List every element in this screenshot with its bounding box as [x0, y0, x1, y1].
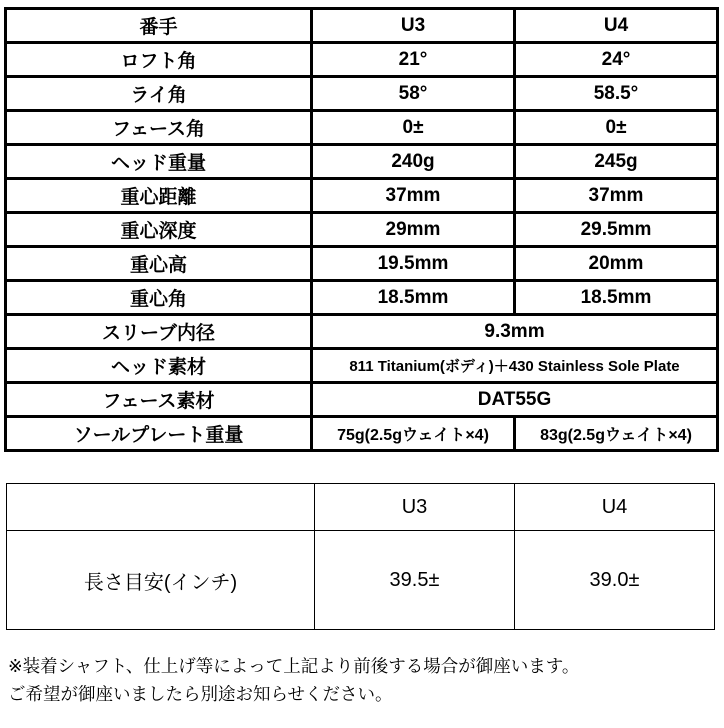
- spec-label-head-weight: ヘッド重量: [6, 145, 312, 179]
- footnote-line2: ご希望が御座いましたら別途お知らせください。: [8, 684, 393, 705]
- spec-label-sole-plate-weight: ソールプレート重量: [6, 417, 312, 451]
- footnote-line1: ※装着シャフト、仕上げ等によって上記より前後する場合が御座います。: [8, 656, 580, 676]
- length-table-data-row: [7, 531, 715, 630]
- spec-header-u4: U4: [515, 9, 718, 43]
- table-row-lie: [6, 77, 718, 111]
- spec-value-face-material: DAT55G: [312, 383, 718, 417]
- spec-value-cg-distance-u4: 37mm: [515, 179, 718, 213]
- spec-value-cg-depth-u4: 29.5mm: [515, 213, 718, 247]
- spec-value-loft-u4: 24°: [515, 43, 718, 77]
- length-label: 長さ目安(インチ): [7, 531, 315, 630]
- table-row-banner: [6, 9, 718, 43]
- spec-value-sleeve-diameter: 9.3mm: [312, 315, 718, 349]
- length-table-header-row: [7, 484, 715, 531]
- table-row-cg-depth: [6, 213, 718, 247]
- table-row-sole-plate-weight: [6, 417, 718, 451]
- spec-value-face-angle-u3: 0±: [312, 111, 515, 145]
- spec-value-cg-angle-u4: 18.5mm: [515, 281, 718, 315]
- spec-value-lie-u4: 58.5°: [515, 77, 718, 111]
- spec-value-cg-distance-u3: 37mm: [312, 179, 515, 213]
- footnote: [8, 652, 724, 709]
- length-header-u4: U4: [515, 484, 715, 531]
- table-row-cg-distance: [6, 179, 718, 213]
- length-header-u3: U3: [315, 484, 515, 531]
- spec-label-head-material: ヘッド素材: [6, 349, 312, 383]
- spec-label-cg-angle: 重心角: [6, 281, 312, 315]
- table-row-cg-height: [6, 247, 718, 281]
- spec-value-cg-height-u4: 20mm: [515, 247, 718, 281]
- spec-header-u3: U3: [312, 9, 515, 43]
- spec-label-cg-depth: 重心深度: [6, 213, 312, 247]
- spec-label-loft: ロフト角: [6, 43, 312, 77]
- table-row-head-material: [6, 349, 718, 383]
- length-table: [6, 483, 715, 630]
- spec-label-cg-distance: 重心距離: [6, 179, 312, 213]
- spec-value-head-weight-u4: 245g: [515, 145, 718, 179]
- club-spec-table: [4, 7, 719, 452]
- length-value-u4: 39.0±: [515, 531, 715, 630]
- spec-value-cg-height-u3: 19.5mm: [312, 247, 515, 281]
- spec-value-cg-depth-u3: 29mm: [312, 213, 515, 247]
- spec-label-lie: ライ角: [6, 77, 312, 111]
- spec-value-lie-u3: 58°: [312, 77, 515, 111]
- length-value-u3: 39.5±: [315, 531, 515, 630]
- spec-value-sole-plate-weight-u4: 83g(2.5gウェイト×4): [515, 417, 718, 451]
- spec-label-face-material: フェース素材: [6, 383, 312, 417]
- spec-value-head-weight-u3: 240g: [312, 145, 515, 179]
- spec-value-face-angle-u4: 0±: [515, 111, 718, 145]
- spec-value-cg-angle-u3: 18.5mm: [312, 281, 515, 315]
- spec-value-sole-plate-weight-u3: 75g(2.5gウェイト×4): [312, 417, 515, 451]
- spec-label-face-angle: フェース角: [6, 111, 312, 145]
- spec-value-loft-u3: 21°: [312, 43, 515, 77]
- table-row-cg-angle: [6, 281, 718, 315]
- table-row-sleeve-diameter: [6, 315, 718, 349]
- length-header-empty-cell: [7, 484, 315, 531]
- spec-label-cg-height: 重心高: [6, 247, 312, 281]
- spec-label-sleeve-diameter: スリーブ内径: [6, 315, 312, 349]
- table-row-face-angle: [6, 111, 718, 145]
- table-row-face-material: [6, 383, 718, 417]
- table-row-loft: [6, 43, 718, 77]
- spec-label-club-number: 番手: [6, 9, 312, 43]
- spec-value-head-material: 811 Titanium(ボディ)＋430 Stainless Sole Plate: [312, 349, 718, 383]
- table-row-head-weight: [6, 145, 718, 179]
